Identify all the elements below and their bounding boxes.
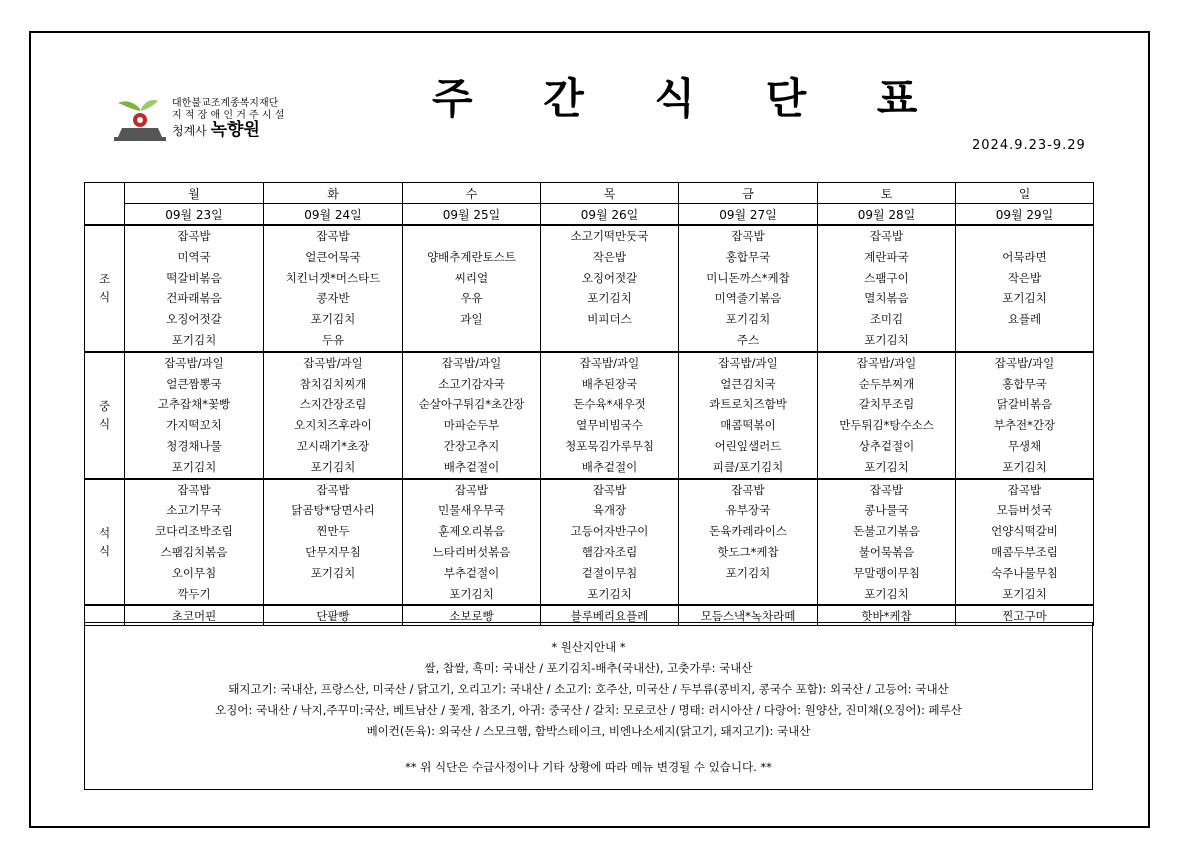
menu-item: 상추겉절이 <box>858 438 915 453</box>
breakfast-mon <box>125 225 264 352</box>
menu-item: 찐만두 <box>316 524 350 539</box>
menu-item: 순두부찌개 <box>858 376 915 391</box>
menu-item: 육개장 <box>592 503 627 518</box>
snack-sun: 찐고구마 <box>956 605 1094 626</box>
menu-item: 만두튀김*탕수소스 <box>839 418 934 433</box>
menu-item: 겉절이무침 <box>581 565 638 580</box>
lunch-row <box>85 352 1094 479</box>
dinner-tue <box>264 479 403 606</box>
menu-item <box>679 584 817 605</box>
menu-item: 소고기무국 <box>166 503 222 518</box>
menu-item: 순살아구튀김*초간장 <box>418 397 525 412</box>
menu-item: 어린잎샐러드 <box>714 438 782 453</box>
menu-item: 포기김치 <box>171 459 217 474</box>
menu-item: 어묵라면 <box>1002 249 1047 264</box>
menu-item: 떡갈비볶음 <box>166 270 222 285</box>
lunch-thu <box>541 352 679 479</box>
menu-item: 포기김치 <box>725 565 771 580</box>
org-line3-prefix: 청계사 <box>172 124 207 138</box>
menu-item: 작은밥 <box>592 249 627 264</box>
menu-item: 과일 <box>460 312 483 327</box>
menu-item: 잡곡밥/과일 <box>303 355 363 370</box>
menu-item: 열무비빔국수 <box>576 418 643 433</box>
menu-item: 피클/포기김치 <box>712 459 784 474</box>
origin-line-1: 쌀, 찹쌀, 흑미: 국내산 / 포기김치-배추(국내산), 고춧가루: 국내산 <box>424 661 753 675</box>
menu-item: 오징어젓갈 <box>581 270 638 285</box>
origin-line-2: 돼지고기: 국내산, 프랑스산, 미국산 / 닭고기, 오리고기: 국내산 / 소고기: 호주산, 미국산 / 두부류(콩비지, 콩국수 포함): 외국산 / 고등어: 국내산 <box>228 682 949 696</box>
menu-item: 작은밥 <box>1007 270 1042 285</box>
menu-item: 치킨너겟*머스타드 <box>285 270 381 285</box>
menu-item: 포기김치 <box>725 312 771 327</box>
menu-item: 두유 <box>321 332 345 347</box>
origin-notes <box>84 622 1093 790</box>
org-line3-name: 녹향원 <box>210 120 260 140</box>
menu-item: 조미김 <box>869 312 904 327</box>
snack-sat: 핫바*케찹 <box>818 605 956 626</box>
menu-item: 민물새우무국 <box>438 503 505 518</box>
menu-item: 잡곡밥/과일 <box>718 355 778 370</box>
menu-item: 포기김치 <box>864 459 909 474</box>
org-line1: 대한불교조계종복지재단 <box>172 98 279 109</box>
menu-item: 돈불고기볶음 <box>853 524 920 539</box>
menu-item: 잡곡밥 <box>177 482 211 497</box>
menu-item: 계란파국 <box>864 249 909 264</box>
menu-item: 잡곡밥/과일 <box>441 355 502 370</box>
menu-item: 불어묵볶음 <box>858 544 915 559</box>
menu-item: 잡곡밥 <box>869 229 904 243</box>
day-sun: 일 <box>956 183 1094 204</box>
dinner-wed <box>403 479 541 606</box>
menu-item: 간장고추지 <box>443 438 500 453</box>
menu-item: 미역줄기볶음 <box>714 291 782 306</box>
menu-item: 건파래볶음 <box>166 291 222 306</box>
dinner-mon <box>125 479 264 606</box>
menu-item: 포기김치 <box>864 332 909 347</box>
menu-item: 모듬버섯국 <box>996 503 1053 518</box>
menu-item: 씨리얼 <box>454 270 489 285</box>
breakfast-thu <box>541 225 679 352</box>
menu-item <box>403 330 540 351</box>
weekly-menu-table <box>84 182 1094 626</box>
menu-item: 스지간장조림 <box>299 397 367 412</box>
menu-item: 얼큰김치국 <box>720 376 776 391</box>
menu-item: 꼬시래기*초장 <box>296 438 370 453</box>
menu-item: 포기김치 <box>1002 586 1047 601</box>
menu-item: 참치김치찌개 <box>299 376 367 391</box>
menu-item: 코다리조박조림 <box>155 524 233 539</box>
menu-item: 가지떡꼬치 <box>166 418 222 433</box>
menu-item: 포기김치 <box>449 586 494 601</box>
menu-item: 오지치즈후라이 <box>294 418 372 433</box>
menu-item <box>956 226 1093 247</box>
menu-item: 느타리버섯볶음 <box>432 544 511 559</box>
snack-thu: 블루베리요플레 <box>541 605 679 626</box>
breakfast-fri <box>679 225 818 352</box>
menu-item: 훈제오리볶음 <box>438 524 505 539</box>
menu-item: 멸치볶음 <box>864 291 909 306</box>
menu-item: 청경채나물 <box>166 438 222 453</box>
menu-item: 포기김치 <box>864 586 909 601</box>
dinner-row <box>85 479 1094 606</box>
menu-item: 부추전*간장 <box>993 418 1056 433</box>
day-sat: 토 <box>818 183 956 204</box>
day-thu: 목 <box>541 183 679 204</box>
menu-item: 양배추계란토스트 <box>427 249 516 264</box>
menu-item: 잡곡밥 <box>731 482 765 497</box>
menu-item: 잡곡밥 <box>177 229 211 243</box>
menu-item: 돈육카레라이스 <box>709 524 787 539</box>
menu-item: 홍합무국 <box>1002 376 1047 391</box>
menu-item: 깍두기 <box>177 586 211 601</box>
menu-item: 부추겉절이 <box>443 565 500 580</box>
menu-item: 스팸김치볶음 <box>160 544 228 559</box>
lunch-fri <box>679 352 818 479</box>
menu-item: 고등어자반구이 <box>570 524 649 539</box>
date-thu: 09월 26일 <box>541 204 679 226</box>
menu-item: 닭갈비볶음 <box>996 397 1053 412</box>
dinner-label: 석 식 <box>85 479 125 606</box>
menu-item: 미니돈까스*케찹 <box>706 270 790 285</box>
menu-item: 잡곡밥 <box>454 482 489 497</box>
menu-item: 포기김치 <box>587 586 632 601</box>
menu-item: 포기김치 <box>310 459 356 474</box>
menu-item: 매콤두부조림 <box>991 544 1058 559</box>
menu-item: 오징어젓갈 <box>166 312 222 327</box>
org-logo-icon <box>110 95 170 145</box>
menu-item: 콰트로치즈함박 <box>709 397 787 412</box>
menu-item: 홍합무국 <box>725 249 771 264</box>
menu-item: 콩자반 <box>316 291 350 306</box>
breakfast-sun <box>956 225 1094 352</box>
menu-item: 고추잡채*꽃빵 <box>157 397 231 412</box>
origin-line-4: 베이컨(돈육): 외국산 / 스모크햄, 함박스테이크, 비엔나소세지(닭고기, 돼지고기): 국내산 <box>366 724 811 738</box>
snack-wed: 소보로빵 <box>403 605 541 626</box>
date-sun: 09월 29일 <box>956 204 1094 226</box>
lunch-sat <box>818 352 956 479</box>
menu-item: 콩나물국 <box>864 503 909 518</box>
menu-item: 잡곡밥/과일 <box>579 355 640 370</box>
menu-item: 포기김치 <box>310 312 356 327</box>
breakfast-label: 조 식 <box>85 225 125 352</box>
change-notice: ** 위 식단은 수급사정이나 기타 상황에 따라 메뉴 변경될 수 있습니다. ** <box>405 760 772 774</box>
breakfast-row <box>85 225 1094 352</box>
menu-item: 갈치무조림 <box>858 397 915 412</box>
date-tue: 09월 24일 <box>264 204 403 226</box>
menu-item: 요플레 <box>1007 312 1042 327</box>
menu-item: 잡곡밥 <box>592 482 627 497</box>
menu-item: 청포묵김가루무침 <box>565 438 654 453</box>
day-tue: 화 <box>264 183 403 204</box>
dinner-sun <box>956 479 1094 606</box>
menu-item: 포기김치 <box>1002 459 1047 474</box>
snack-tue: 단팥빵 <box>264 605 403 626</box>
date-wed: 09월 25일 <box>403 204 541 226</box>
menu-item: 잡곡밥 <box>316 482 350 497</box>
breakfast-wed <box>403 225 541 352</box>
date-fri: 09월 27일 <box>679 204 818 226</box>
menu-item: 배추된장국 <box>581 376 638 391</box>
menu-item: 돈수육*새우젓 <box>573 397 646 412</box>
origin-line-3: 오징어: 국내산 / 낙지,주꾸미:국산, 베트남산 / 꽃게, 참조기, 아귀: 중국산 / 갈치: 모로코산 / 명태: 러시아산 / 다랑어: 원양산, 진미채(오징어): 페루산 <box>215 703 962 717</box>
menu-item: 잡곡밥 <box>316 229 350 243</box>
menu-item: 포기김치 <box>1002 291 1047 306</box>
day-header-row <box>85 183 1094 204</box>
lunch-sun <box>956 352 1094 479</box>
menu-item: 포기김치 <box>587 291 632 306</box>
menu-item: 우유 <box>460 291 483 306</box>
menu-item: 닭곰탕*당면사리 <box>291 503 375 518</box>
menu-item: 잡곡밥 <box>869 482 904 497</box>
lunch-wed <box>403 352 541 479</box>
menu-item: 미역국 <box>177 249 211 264</box>
date-range: 2024.9.23-9.29 <box>972 138 1086 153</box>
menu-item: 햄감자조림 <box>581 544 638 559</box>
menu-item: 숙주나물무침 <box>991 565 1058 580</box>
menu-item: 배추겉절이 <box>443 459 500 474</box>
menu-item: 언양식떡갈비 <box>991 524 1058 539</box>
menu-item: 배추겉절이 <box>581 459 638 474</box>
org-line2: 지 적 장 애 인 거 주 시 설 <box>172 110 285 121</box>
menu-item: 오이무침 <box>171 565 217 580</box>
menu-item: 매콤떡볶이 <box>720 418 776 433</box>
dinner-thu <box>541 479 679 606</box>
lunch-label: 중 식 <box>85 352 125 479</box>
menu-item: 포기김치 <box>310 565 356 580</box>
lunch-tue <box>264 352 403 479</box>
date-header-row <box>85 204 1094 226</box>
menu-item: 마파순두부 <box>443 418 500 433</box>
dinner-fri <box>679 479 818 606</box>
menu-item: 얼큰어묵국 <box>305 249 361 264</box>
menu-item: 단무지무침 <box>305 544 361 559</box>
menu-item: 잡곡밥/과일 <box>856 355 917 370</box>
menu-item <box>956 330 1093 351</box>
breakfast-sat <box>818 225 956 352</box>
menu-item <box>403 226 540 247</box>
page-title: 주 간 식 단 표 <box>432 74 946 123</box>
menu-item <box>264 584 402 605</box>
day-mon: 월 <box>125 183 264 204</box>
menu-item: 잡곡밥 <box>731 229 765 243</box>
menu-item: 유부장국 <box>725 503 771 518</box>
menu-item: 주스 <box>736 332 760 347</box>
org-name <box>172 98 285 140</box>
snack-mon: 초코머핀 <box>125 605 264 626</box>
day-fri: 금 <box>679 183 818 204</box>
menu-item: 핫도그*케찹 <box>717 544 779 559</box>
menu-item: 소고기감자국 <box>438 376 505 391</box>
menu-item <box>541 330 678 351</box>
menu-item: 포기김치 <box>171 332 217 347</box>
menu-item: 스팸구이 <box>864 270 909 285</box>
snack-fri: 모듬스낵*녹차라떼 <box>679 605 818 626</box>
origin-heading: * 원산지안내 * <box>551 640 626 654</box>
menu-item: 비피더스 <box>587 312 632 327</box>
menu-item: 얼큰짬뽕국 <box>166 376 222 391</box>
corner-cell <box>85 183 125 226</box>
day-wed: 수 <box>403 183 541 204</box>
menu-item: 무생채 <box>1007 438 1042 453</box>
menu-item: 무말랭이무침 <box>853 565 920 580</box>
menu-item: 소고기떡만둣국 <box>570 229 649 243</box>
date-mon: 09월 23일 <box>125 204 264 226</box>
dinner-sat <box>818 479 956 606</box>
menu-item: 잡곡밥 <box>1007 482 1042 497</box>
menu-item: 잡곡밥/과일 <box>164 355 224 370</box>
breakfast-tue <box>264 225 403 352</box>
lunch-mon <box>125 352 264 479</box>
menu-item: 잡곡밥/과일 <box>994 355 1055 370</box>
date-sat: 09월 28일 <box>818 204 956 226</box>
